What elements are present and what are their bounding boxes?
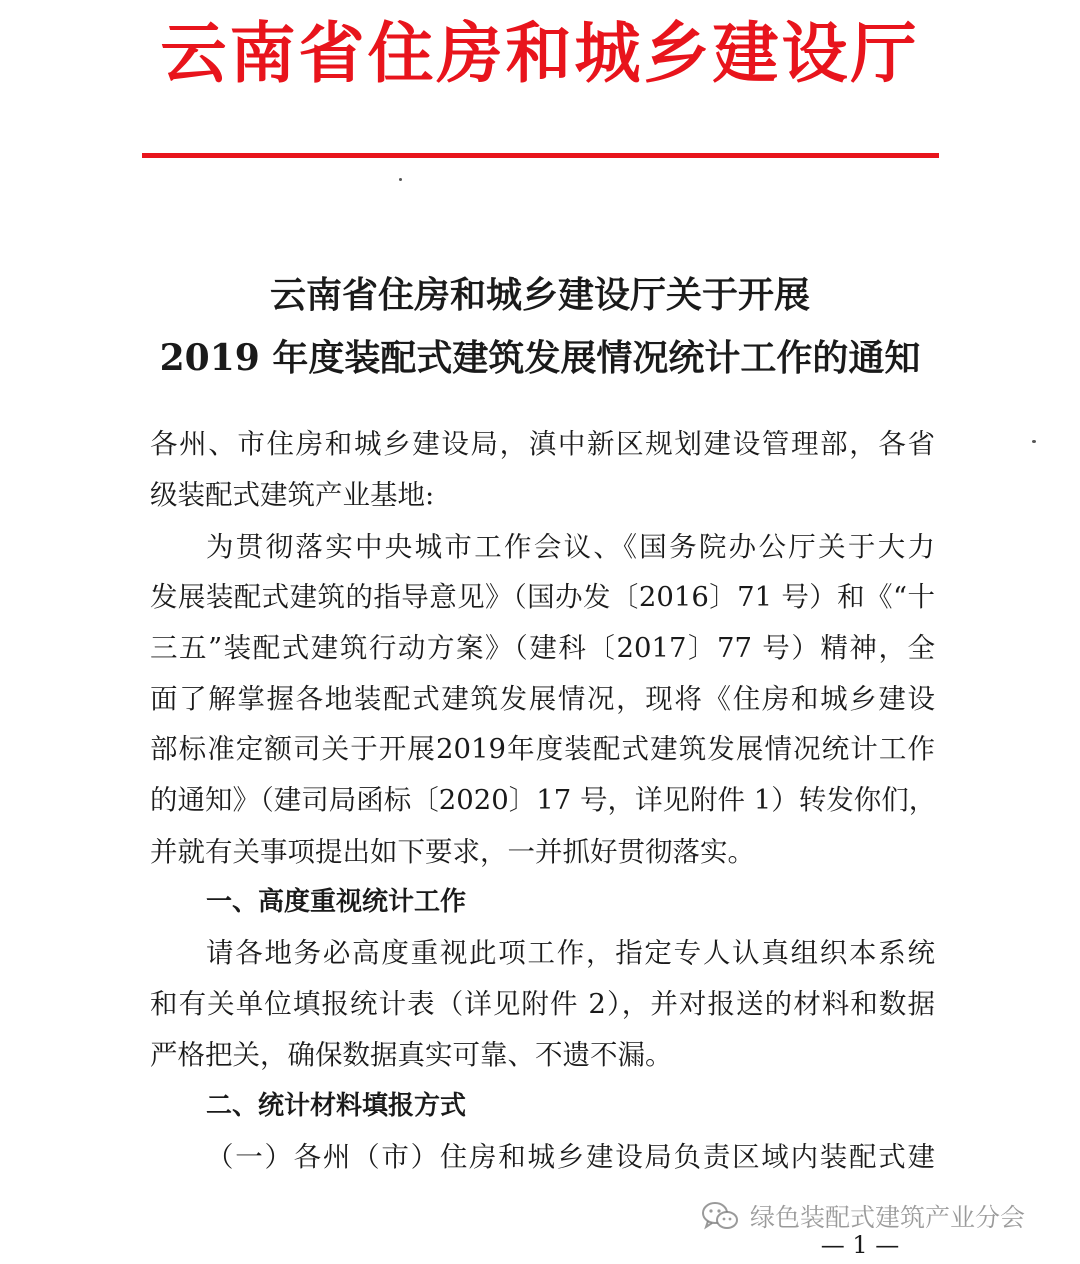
intro-line: 并就有关事项提出如下要求，一并抓好贯彻落实。 bbox=[150, 836, 755, 868]
letterhead-red-rule bbox=[142, 153, 939, 158]
agency-letterhead: 云南省住房和城乡建设厅 bbox=[160, 14, 920, 92]
scan-speck bbox=[399, 178, 402, 181]
section-1-line: 和有关单位填报统计表（详见附件 2），并对报送的材料和数据 bbox=[150, 988, 935, 1020]
intro-line: 为贯彻落实中央城市工作会议、《国务院办公厅关于大力 bbox=[206, 531, 935, 563]
section-2-heading: 二、统计材料填报方式 bbox=[206, 1091, 467, 1121]
section-1-line: 请各地务必高度重视此项工作，指定专人认真组织本系统 bbox=[206, 937, 935, 969]
section-1-heading: 一、高度重视统计工作 bbox=[206, 887, 467, 917]
document-title-line-2: 2019 年度装配式建筑发展情况统计工作的通知 bbox=[159, 337, 921, 379]
wechat-icon bbox=[700, 1200, 740, 1232]
intro-line: 三五”装配式建筑行动方案》（建科〔2017〕77 号）精神，全 bbox=[150, 632, 935, 664]
intro-line: 发展装配式建筑的指导意见》（国办发〔2016〕71 号）和《“十 bbox=[150, 581, 935, 613]
salutation-line-2: 级装配式建筑产业基地: bbox=[150, 479, 435, 511]
section-2-line: （一）各州（市）住房和城乡建设局负责区域内装配式建 bbox=[206, 1141, 935, 1173]
intro-line: 的通知》（建司局函标〔2020〕17 号，详见附件 1）转发你们， bbox=[150, 784, 937, 816]
salutation-line-1: 各州、市住房和城乡建设局，滇中新区规划建设管理部，各省 bbox=[150, 428, 935, 460]
watermark-text: 绿色装配式建筑产业分会 bbox=[750, 1203, 1026, 1232]
scan-speck bbox=[1032, 440, 1036, 443]
intro-line: 面了解掌握各地装配式建筑发展情况，现将《住房和城乡建设 bbox=[150, 683, 935, 715]
section-1-line: 严格把关，确保数据真实可靠、不遗不漏。 bbox=[150, 1039, 673, 1071]
page-number: — 1 — bbox=[820, 1231, 900, 1259]
document-title-line-1: 云南省住房和城乡建设厅关于开展 bbox=[269, 274, 810, 316]
intro-line: 部标准定额司关于开展2019年度装配式建筑发展情况统计工作 bbox=[150, 733, 935, 765]
